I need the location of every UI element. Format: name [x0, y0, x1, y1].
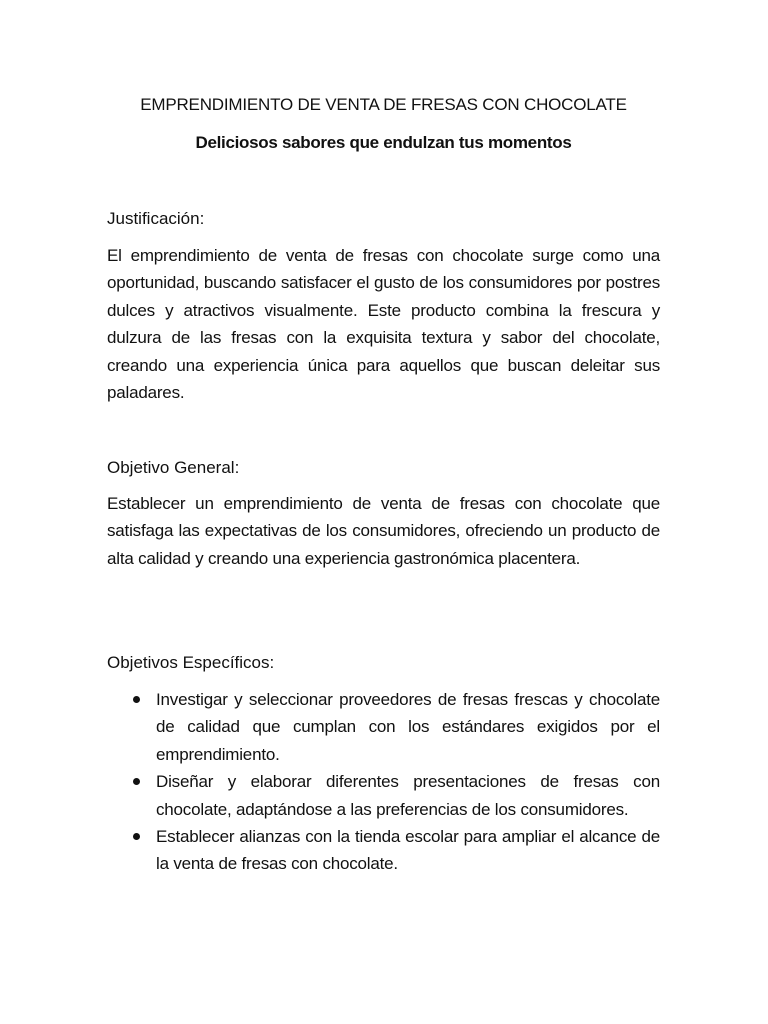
objetivos-especificos-heading: Objetivos Específicos: [107, 653, 275, 672]
objetivo-general-heading: Objetivo General: [107, 458, 240, 477]
bullet-icon [133, 696, 140, 703]
bullet-icon [133, 778, 140, 785]
list-item-text: Diseñar y elaborar diferentes presentaciones de fresas con chocolate, adaptándose a las preferencias de los consumidores. [156, 772, 660, 819]
document-title: EMPRENDIMIENTO DE VENTA DE FRESAS CON CHOCOLATE [140, 95, 627, 114]
list-item [107, 768, 660, 823]
document-subtitle: Deliciosos sabores que endulzan tus momentos [195, 133, 572, 152]
justificacion-paragraph: El emprendimiento de venta de fresas con chocolate surge como una oportunidad, buscando satisfacer el gusto de los consumidores por postres dulces y atractivos visualmente. Este producto combina la frescura y dulzura de las fresas con la exquisita textura y sabor del chocolate, creando una experiencia única para aquellos que buscan deleitar sus paladares. [107, 246, 660, 403]
list-item-text: Investigar y seleccionar proveedores de fresas frescas y chocolate de calidad que cumplan con los estándares exigidos por el emprendimiento. [156, 690, 660, 764]
list-item [107, 823, 660, 878]
bullet-icon [133, 833, 140, 840]
objetivo-general-paragraph: Establecer un emprendimiento de venta de fresas con chocolate que satisfaga las expectativas de los consumidores, ofreciendo un producto de alta calidad y creando una experiencia gastronómica placentera. [107, 494, 660, 568]
objetivos-especificos-list [107, 686, 660, 878]
justificacion-heading: Justificación: [107, 209, 205, 228]
list-item [107, 686, 660, 768]
list-item-text: Establecer alianzas con la tienda escolar para ampliar el alcance de la venta de fresas con chocolate. [156, 827, 660, 874]
